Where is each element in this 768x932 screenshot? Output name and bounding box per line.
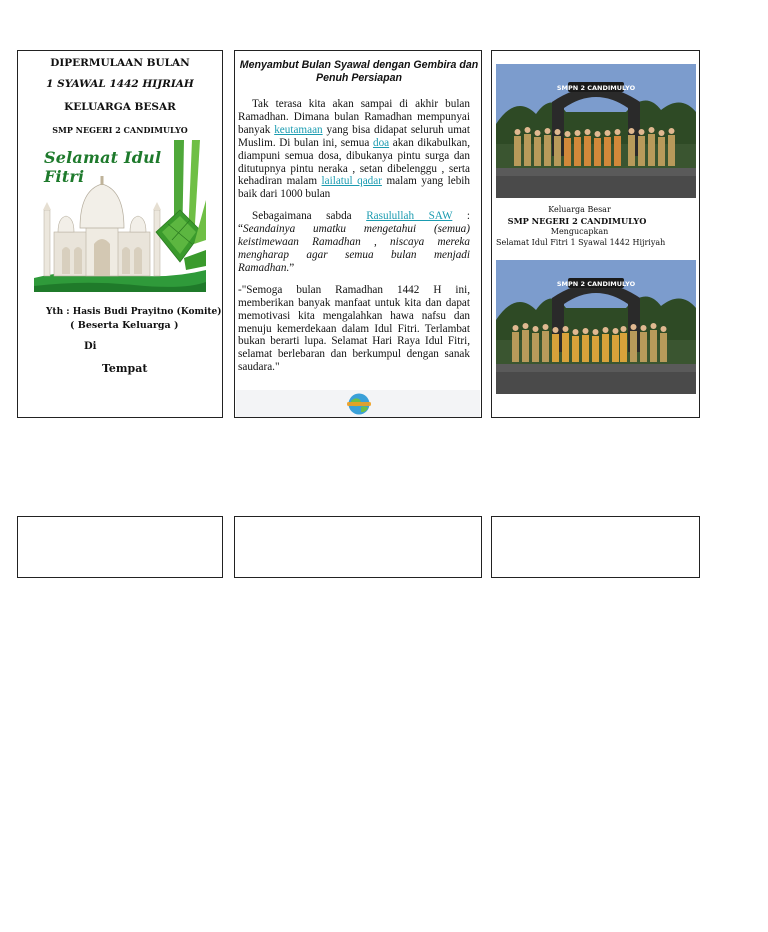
message-paragraph-3: -"Semoga bulan Ramadhan 1442 H ini, memberikan banyak manfaat untuk kita dan dapat memotivasi kita mengalahkan hawa nafsu dan menuju kemerdekaan dalam Idul Fitri. Terlambat bukan berarti lupa. Selamat Hari Raya Idul Fitri, selamat berlebaran dan berkumpul dengan sanak saudara." (238, 283, 470, 374)
staff-group-photo-2 (496, 260, 696, 394)
p1-text-b: yang bisa didapat seluruh umat Muslim. Di bulan ini, semua (238, 123, 470, 149)
card-title: Selamat Idul Fitri (44, 148, 162, 186)
recipient-name: Yth : Hasis Budi Prayitno (Komite) (46, 307, 222, 317)
message-body (238, 98, 470, 383)
cover-line-3: KELUARGA BESAR (64, 101, 176, 113)
link-doa[interactable]: doa (372, 136, 390, 149)
empty-panel-left (17, 516, 223, 578)
hadith-quote: Seandainya umatku mengetahui (semua) keistimewaan Ramadhan , niscaya mereka mengharap agar semua bulan menjadi Ramadhan. (238, 223, 470, 274)
p1-text-a: Tak terasa kita akan sampai di akhir bulan Ramadhan. Dimana bulan Ramadhan mempunyai banyak (238, 98, 470, 136)
link-keutamaan[interactable]: keutamaan (274, 123, 323, 136)
p1-text-c: akan dikabulkan, diampuni semua dosa, dibukanya pintu surga dan ditutupnya pintu neraka , setan dibelenggu , serta kehadiran malam (238, 136, 470, 188)
empty-panel-right (491, 516, 700, 578)
link-rasulullah[interactable]: Rasulullah SAW (366, 210, 453, 223)
message-panel (234, 50, 482, 418)
cover-line-1: DIPERMULAAN BULAN (50, 57, 190, 69)
photo-caption-2: SMP NEGERI 2 CANDIMULYO (507, 216, 647, 226)
idul-fitri-card-image (34, 140, 206, 292)
p1-text-d: malam yang lebih baik dari 1000 bulan (238, 175, 470, 201)
p2-text-a: Sebagaimana sabda (252, 210, 367, 223)
p2-text-b: : “ (238, 210, 470, 236)
greeting-photo-panel (491, 50, 700, 418)
cover-line-4: SMP NEGERI 2 CANDIMULYO (52, 125, 188, 135)
gate-sign-1: SMPN 2 CANDIMULYO (556, 84, 636, 92)
cover-line-2: 1 SYAWAL 1442 HIJRIAH (46, 78, 194, 90)
recipient-di: Di (84, 341, 97, 352)
recipient-family: ( Beserta Keluarga ) (70, 320, 179, 331)
staff-group-photo-1 (496, 64, 696, 198)
message-paragraph-2 (238, 210, 470, 275)
photo-caption-1: Keluarga Besar (548, 205, 611, 214)
photo-caption-3: Mengucapkan (550, 227, 609, 236)
globe-icon (346, 392, 372, 416)
empty-panel-middle (234, 516, 482, 578)
photo-caption-4: Selamat Idul Fitri 1 Syawal 1442 Hijriyah (496, 238, 666, 247)
message-footer (236, 390, 480, 417)
gate-sign-2: SMPN 2 CANDIMULYO (556, 280, 636, 288)
message-heading: Menyambut Bulan Syawal dengan Gembira dan Penuh Persiapan (239, 59, 479, 84)
message-paragraph-1 (238, 98, 470, 201)
p2-text-end: ” (289, 261, 295, 274)
link-lailatul-qadar[interactable]: lailatul qadar (321, 175, 382, 188)
recipient-place: Tempat (102, 362, 148, 375)
front-cover-panel (17, 50, 223, 418)
